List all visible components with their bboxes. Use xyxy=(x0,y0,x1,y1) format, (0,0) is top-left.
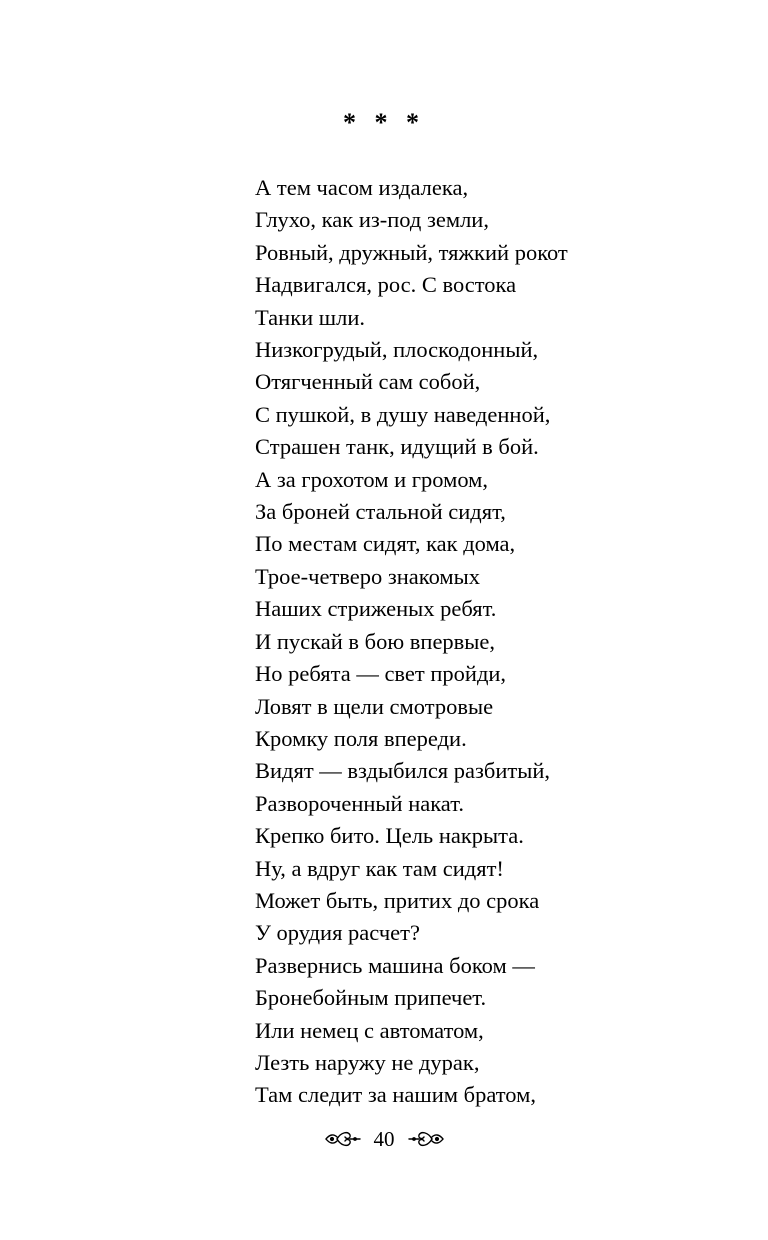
poem-line: Наших стриженых ребят. xyxy=(255,596,497,622)
poem-line: Или немец с автоматом, xyxy=(255,1017,484,1043)
poem-line: И пускай в бою впервые, xyxy=(255,628,496,654)
poem-line: Ловят в щели смотровые xyxy=(255,693,494,719)
poem-line: У орудия расчет? xyxy=(255,920,420,946)
poem-line: Отягченный сам собой, xyxy=(255,369,481,395)
poem-line: Там следит за нашим братом, xyxy=(255,1082,536,1108)
poem-line: Развороченный накат. xyxy=(255,790,464,816)
poem-line: Кромку поля впереди. xyxy=(255,725,467,751)
poem-line: А за грохотом и громом, xyxy=(255,466,488,492)
poem-line: Ну, а вдруг как там сидят! xyxy=(255,855,504,881)
page-footer xyxy=(0,1124,768,1154)
poem-line: Танки шли. xyxy=(255,304,366,330)
poem-line: С пушкой, в душу наведенной, xyxy=(255,401,551,427)
poem-line: Ровный, дружный, тяжкий рокот xyxy=(255,239,568,265)
fleuron-left-icon xyxy=(324,1128,362,1150)
poem-line: Глухо, как из-под земли, xyxy=(255,207,489,233)
poem-line: За броней стальной сидят, xyxy=(255,499,506,525)
poem-stanza xyxy=(255,172,568,1112)
poem-line: Надвигался, рос. С востока xyxy=(255,272,517,298)
poem-line: Трое-четверо знакомых xyxy=(255,563,481,589)
fleuron-right-icon xyxy=(407,1128,445,1150)
poem-line: Развернись машина боком — xyxy=(255,952,535,978)
poem-line: А тем часом издалека, xyxy=(255,175,469,200)
poem-line: Но ребята — свет пройди, xyxy=(255,661,507,687)
poem-line: Может быть, притих до срока xyxy=(255,887,540,913)
poem-line: Низкогрудый, плоскодонный, xyxy=(255,337,539,363)
poem-line: По местам сидят, как дома, xyxy=(255,531,516,557)
poem-line: Страшен танк, идущий в бой. xyxy=(255,434,539,460)
poem-line: Видят — вздыбился разбитый, xyxy=(255,758,551,784)
poem-line: Лезть наружу не дурак, xyxy=(255,1049,480,1075)
poem-line: Крепко бито. Цель накрыта. xyxy=(255,823,524,849)
page-number: 40 xyxy=(373,1127,395,1151)
poem-line: Бронебойным припечет. xyxy=(255,985,487,1011)
section-separator: * * * xyxy=(343,108,425,137)
